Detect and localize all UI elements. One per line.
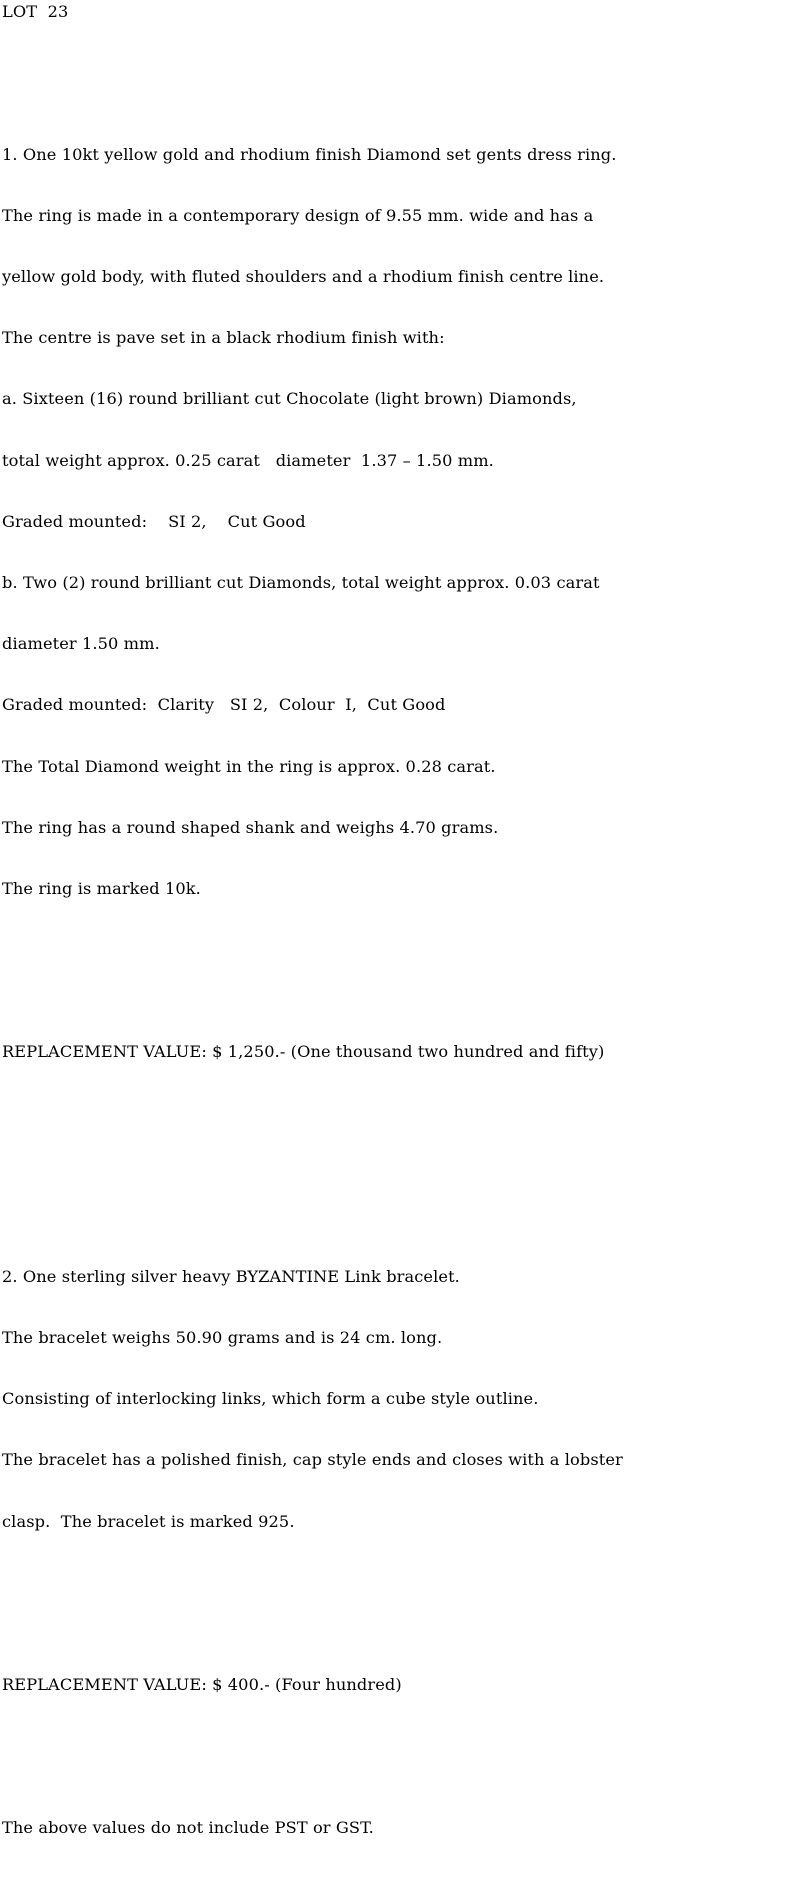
item-1-line: The ring has a round shaped shank and weighs 4.70 grams.: [2, 817, 499, 837]
item-1-line: total weight approx. 0.25 carat diameter 1.37 – 1.50 mm.: [2, 450, 494, 470]
item-1-line: Graded mounted: SI 2, Cut Good: [2, 511, 306, 531]
document-body: [2, 63, 623, 1879]
item-2-line: The bracelet weighs 50.90 grams and is 24 cm. long.: [2, 1327, 443, 1347]
item-2: [2, 1226, 623, 1573]
item-2-line: clasp. The bracelet is marked 925.: [2, 1511, 295, 1531]
item-1-replacement-value: REPLACEMENT VALUE: $ 1,250.- (One thousand two hundred and fifty): [2, 1042, 605, 1062]
spacer: [2, 1124, 623, 1165]
item-1-line: The ring is made in a contemporary design of 9.55 mm. wide and has a: [2, 205, 594, 225]
item-1-line: 1. One 10kt yellow gold and rhodium finish Diamond set gents dress ring.: [2, 144, 617, 164]
spacer: [2, 981, 623, 1001]
item-2-line: The bracelet has a polished finish, cap style ends and closes with a lobster: [2, 1450, 623, 1470]
lot-title: LOT 23: [2, 2, 69, 21]
document-page: [2, 0, 798, 1837]
item-2-line: Consisting of interlocking links, which form a cube style outline.: [2, 1389, 539, 1409]
spacer: [2, 1614, 623, 1634]
footer-note: The above values do not include PST or GST.: [2, 1817, 374, 1837]
item-1-line: b. Two (2) round brilliant cut Diamonds, total weight approx. 0.03 carat: [2, 573, 600, 593]
item-2-line: 2. One sterling silver heavy BYZANTINE Link bracelet.: [2, 1266, 460, 1286]
item-2-replacement-value: REPLACEMENT VALUE: $ 400.- (Four hundred): [2, 1674, 402, 1694]
item-1-line: The Total Diamond weight in the ring is approx. 0.28 carat.: [2, 756, 496, 776]
item-1-line: yellow gold body, with fluted shoulders and a rhodium finish centre line.: [2, 267, 605, 287]
item-1: [2, 104, 623, 940]
item-1-line: a. Sixteen (16) round brilliant cut Chocolate (light brown) Diamonds,: [2, 389, 577, 409]
item-1-line: diameter 1.50 mm.: [2, 634, 160, 654]
item-1-line: Graded mounted: Clarity SI 2, Colour I, Cut Good: [2, 695, 446, 715]
item-1-line: The ring is marked 10k.: [2, 879, 201, 899]
item-1-line: The centre is pave set in a black rhodium finish with:: [2, 328, 445, 348]
spacer: [2, 1756, 623, 1776]
